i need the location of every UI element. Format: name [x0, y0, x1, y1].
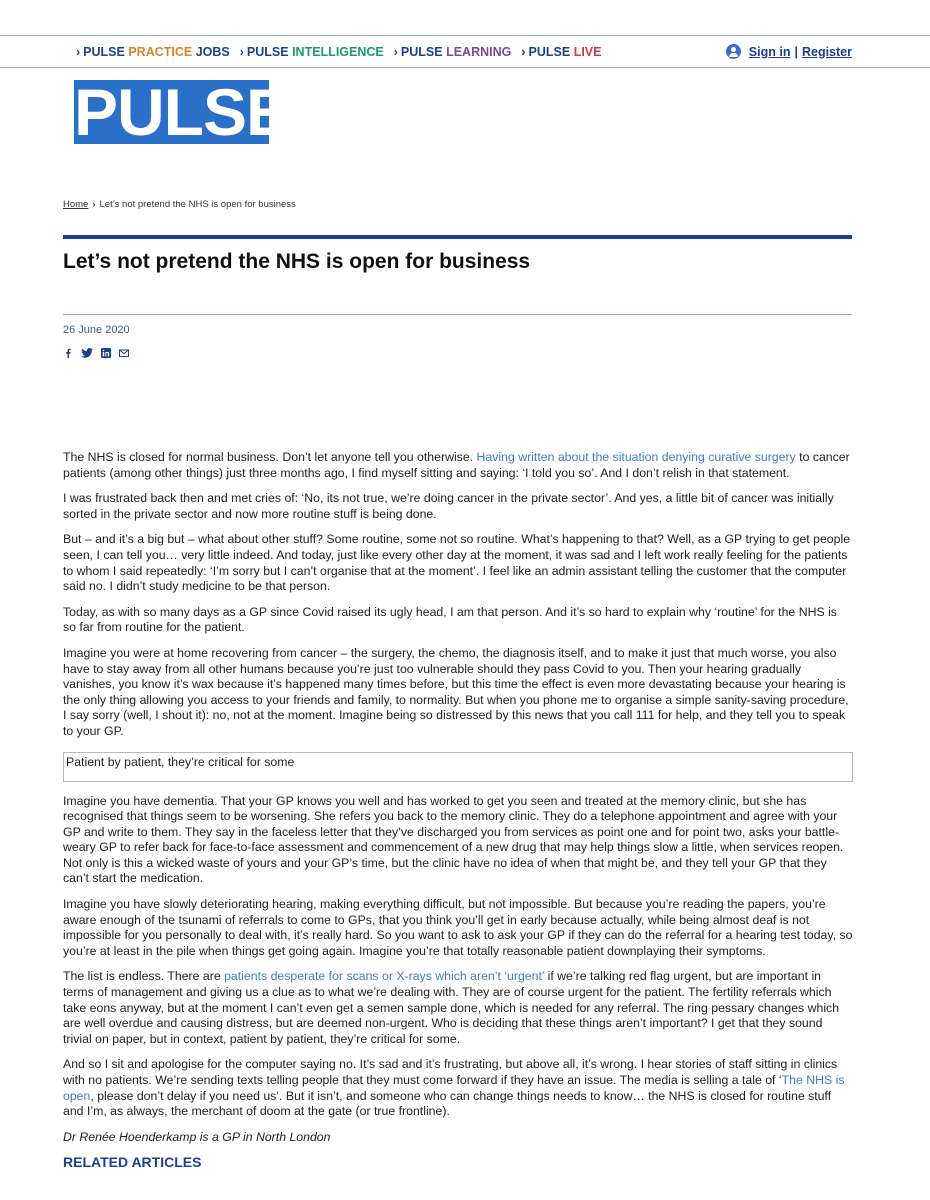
chevron-right-icon: ›: [76, 44, 81, 59]
paragraph: Imagine you were at home recovering from cancer – the surgery, the chemo, the diagnosis itself, and to make it just that much worse, you also have to stay away from all other humans because you’re just too vulnerable should they pass Covid to you. Then your hearing gradually vanishes, you know it’s wax because it’s happened many times before, but this time the effect is even more devastating because your hearing is the only thing allowing you access to your friends and family, to normality. But when you phone me to organise a simple sanity-saving procedure, I say sorry (well, I shout it): no, not at the moment. Imagine being so distressed by this news that you call 111 for help, and they tell you to speak to your GP.: [63, 645, 849, 738]
top-nav-bar: [0, 35, 930, 68]
chevron-right-icon: ›: [393, 44, 398, 59]
nav-pulse-practice-jobs[interactable]: › PULSE PRACTICE JOBS: [76, 44, 230, 59]
register-link[interactable]: Register: [801, 44, 852, 59]
paragraph: I was frustrated back then and met cries of: ‘No, its not true, we’re doing cancer in the private sector’. And yes, a little bit of cancer was initially sorted in the private sector and now more routine stuff is being done.: [63, 491, 834, 521]
linkedin-icon[interactable]: [101, 345, 111, 355]
facebook-icon[interactable]: [63, 345, 73, 355]
author-byline: Dr Renée Hoenderkamp is a GP in North London: [63, 1129, 331, 1144]
paragraph: Imagine you have dementia. That your GP knows you well and has worked to get you seen and treated at the memory clinic, but she has recognised that things seem to be worsening. She refers you back to the memory clinic. They do a telephone appointment and agree with your GP and write to them. They say in the faceless letter that they’ve discharged you from services as point one and for point two, asks your battle-weary GP to refer back for face-to-face assessment and commencement of a new drug that may help things slow a little, when services reopen. Not only is this a wicked waste of yours and your GP’s time, but the clinic have no idea of when that might be, and they tell your GP that they can’t start the medication.: [63, 793, 844, 886]
inline-link[interactable]: patients desperate for scans or X-rays which aren’t ‘urgent’: [224, 969, 545, 984]
breadcrumb-current: Let’s not pretend the NHS is open for business: [99, 199, 296, 210]
title-rule: [63, 235, 852, 239]
article-body: [63, 450, 853, 1171]
page-title: Let’s not pretend the NHS is open for business: [63, 250, 531, 273]
paragraph: But – and it’s a big but – what about other stuff? Some routine, some not so routine. What’s happening to that? Well, as a GP trying to get people seen, I can tell you… very little indeed. And today, just like every other day at the moment, it was sad and I left work really feeling for the patients to whom I said repeatedly: ‘I’m sorry but I can’t organise that at the moment’. I feel like an admin assistant telling the customer that the computer said no. I didn’t study medicine to be that person.: [63, 532, 851, 594]
paragraph: Imagine you have slowly deteriorating hearing, making everything difficult, but not impossible. But because you’re reading the papers, you’re aware enough of the tsunami of referrals to come to GPs, that you think you’ll get in early because actually, while being almost deaf is not impossible for you personally to deal with, it’s really hard. So you want to ask to ask your GP if they can do the referral for a hearing test today, so you’re at least in the pile when things get going again. Imagine you’re that totally reasonable patient downplaying their symptoms.: [63, 897, 853, 958]
pulse-logo[interactable]: PULSE: [74, 75, 290, 149]
inline-link[interactable]: The NHS is open: [63, 1073, 845, 1103]
nav-pulse-learning[interactable]: › PULSE LEARNING: [393, 44, 512, 59]
twitter-icon[interactable]: [81, 345, 93, 355]
auth-divider: |: [794, 44, 798, 59]
breadcrumb-separator-icon: ›: [92, 199, 96, 210]
nav-pulse-intelligence[interactable]: › PULSE INTELLIGENCE: [239, 44, 384, 59]
paragraph: The NHS is closed for normal business. Don’t let anyone tell you otherwise. Having written about the situation denying curative surgery to cancer patients (among other things) just three months ago, I find myself sitting and saying: ‘I told you so’. And I don’t relish in that statement.: [63, 450, 850, 480]
user-icon: [726, 44, 741, 59]
auth-links: [726, 36, 852, 67]
paragraph: The list is endless. There are patients desperate for scans or X-rays which aren’t ‘urgent’ if we’re talking red flag urgent, but are important in terms of management and giving us a clue as to what we’re dealing with. They are of course urgent for the patient. The fertility referrals which take eons anyway, but at the moment I can’t even get a semen sample done, which is needed for any referral. The ring pessary changes which are well overdue and causing distress, but are deemed non-urgent. Who is deciding that these things aren’t important? I get that they sound trivial on paper, but in context, patient by patient, they’re critical for some.: [63, 969, 840, 1046]
inline-link[interactable]: Having written about the situation denying curative surgery: [476, 450, 796, 464]
publish-date: 26 June 2020: [63, 324, 130, 336]
breadcrumb: [63, 199, 296, 210]
pull-quote-box: Patient by patient, they’re critical for some: [63, 752, 853, 782]
site-nav: [76, 36, 601, 67]
email-icon[interactable]: [119, 345, 129, 355]
paragraph: And so I sit and apologise for the computer saying no. It’s sad and it’s frustrating, but above all, it’s wrong. I hear stories of staff sitting in clinics with no patients. We’re sending texts telling people that they must come forward if they have an issue. The media is selling a tale of ‘The NHS is open, please don’t delay if you need us’. But it isn’t, and someone who can change things needs to know… the NHS is closed for routine stuff and I’m, as always, the merchant of doom at the gate (or true frontline).: [63, 1057, 845, 1119]
chevron-right-icon: ›: [521, 44, 526, 59]
related-articles-heading: RELATED ARTICLES: [63, 1154, 202, 1171]
meta-divider: [63, 314, 852, 315]
share-icons: [63, 345, 129, 355]
nav-pulse-live[interactable]: › PULSE LIVE: [521, 44, 602, 59]
paragraph: Today, as with so many days as a GP since Covid raised its ugly head, I am that person. And it’s so hard to explain why ‘routine’ for the NHS is so far from routine for the patient.: [63, 604, 837, 635]
breadcrumb-home-link[interactable]: Home: [63, 199, 89, 210]
sign-in-link[interactable]: Sign in: [748, 44, 791, 59]
chevron-right-icon: ›: [239, 44, 244, 59]
